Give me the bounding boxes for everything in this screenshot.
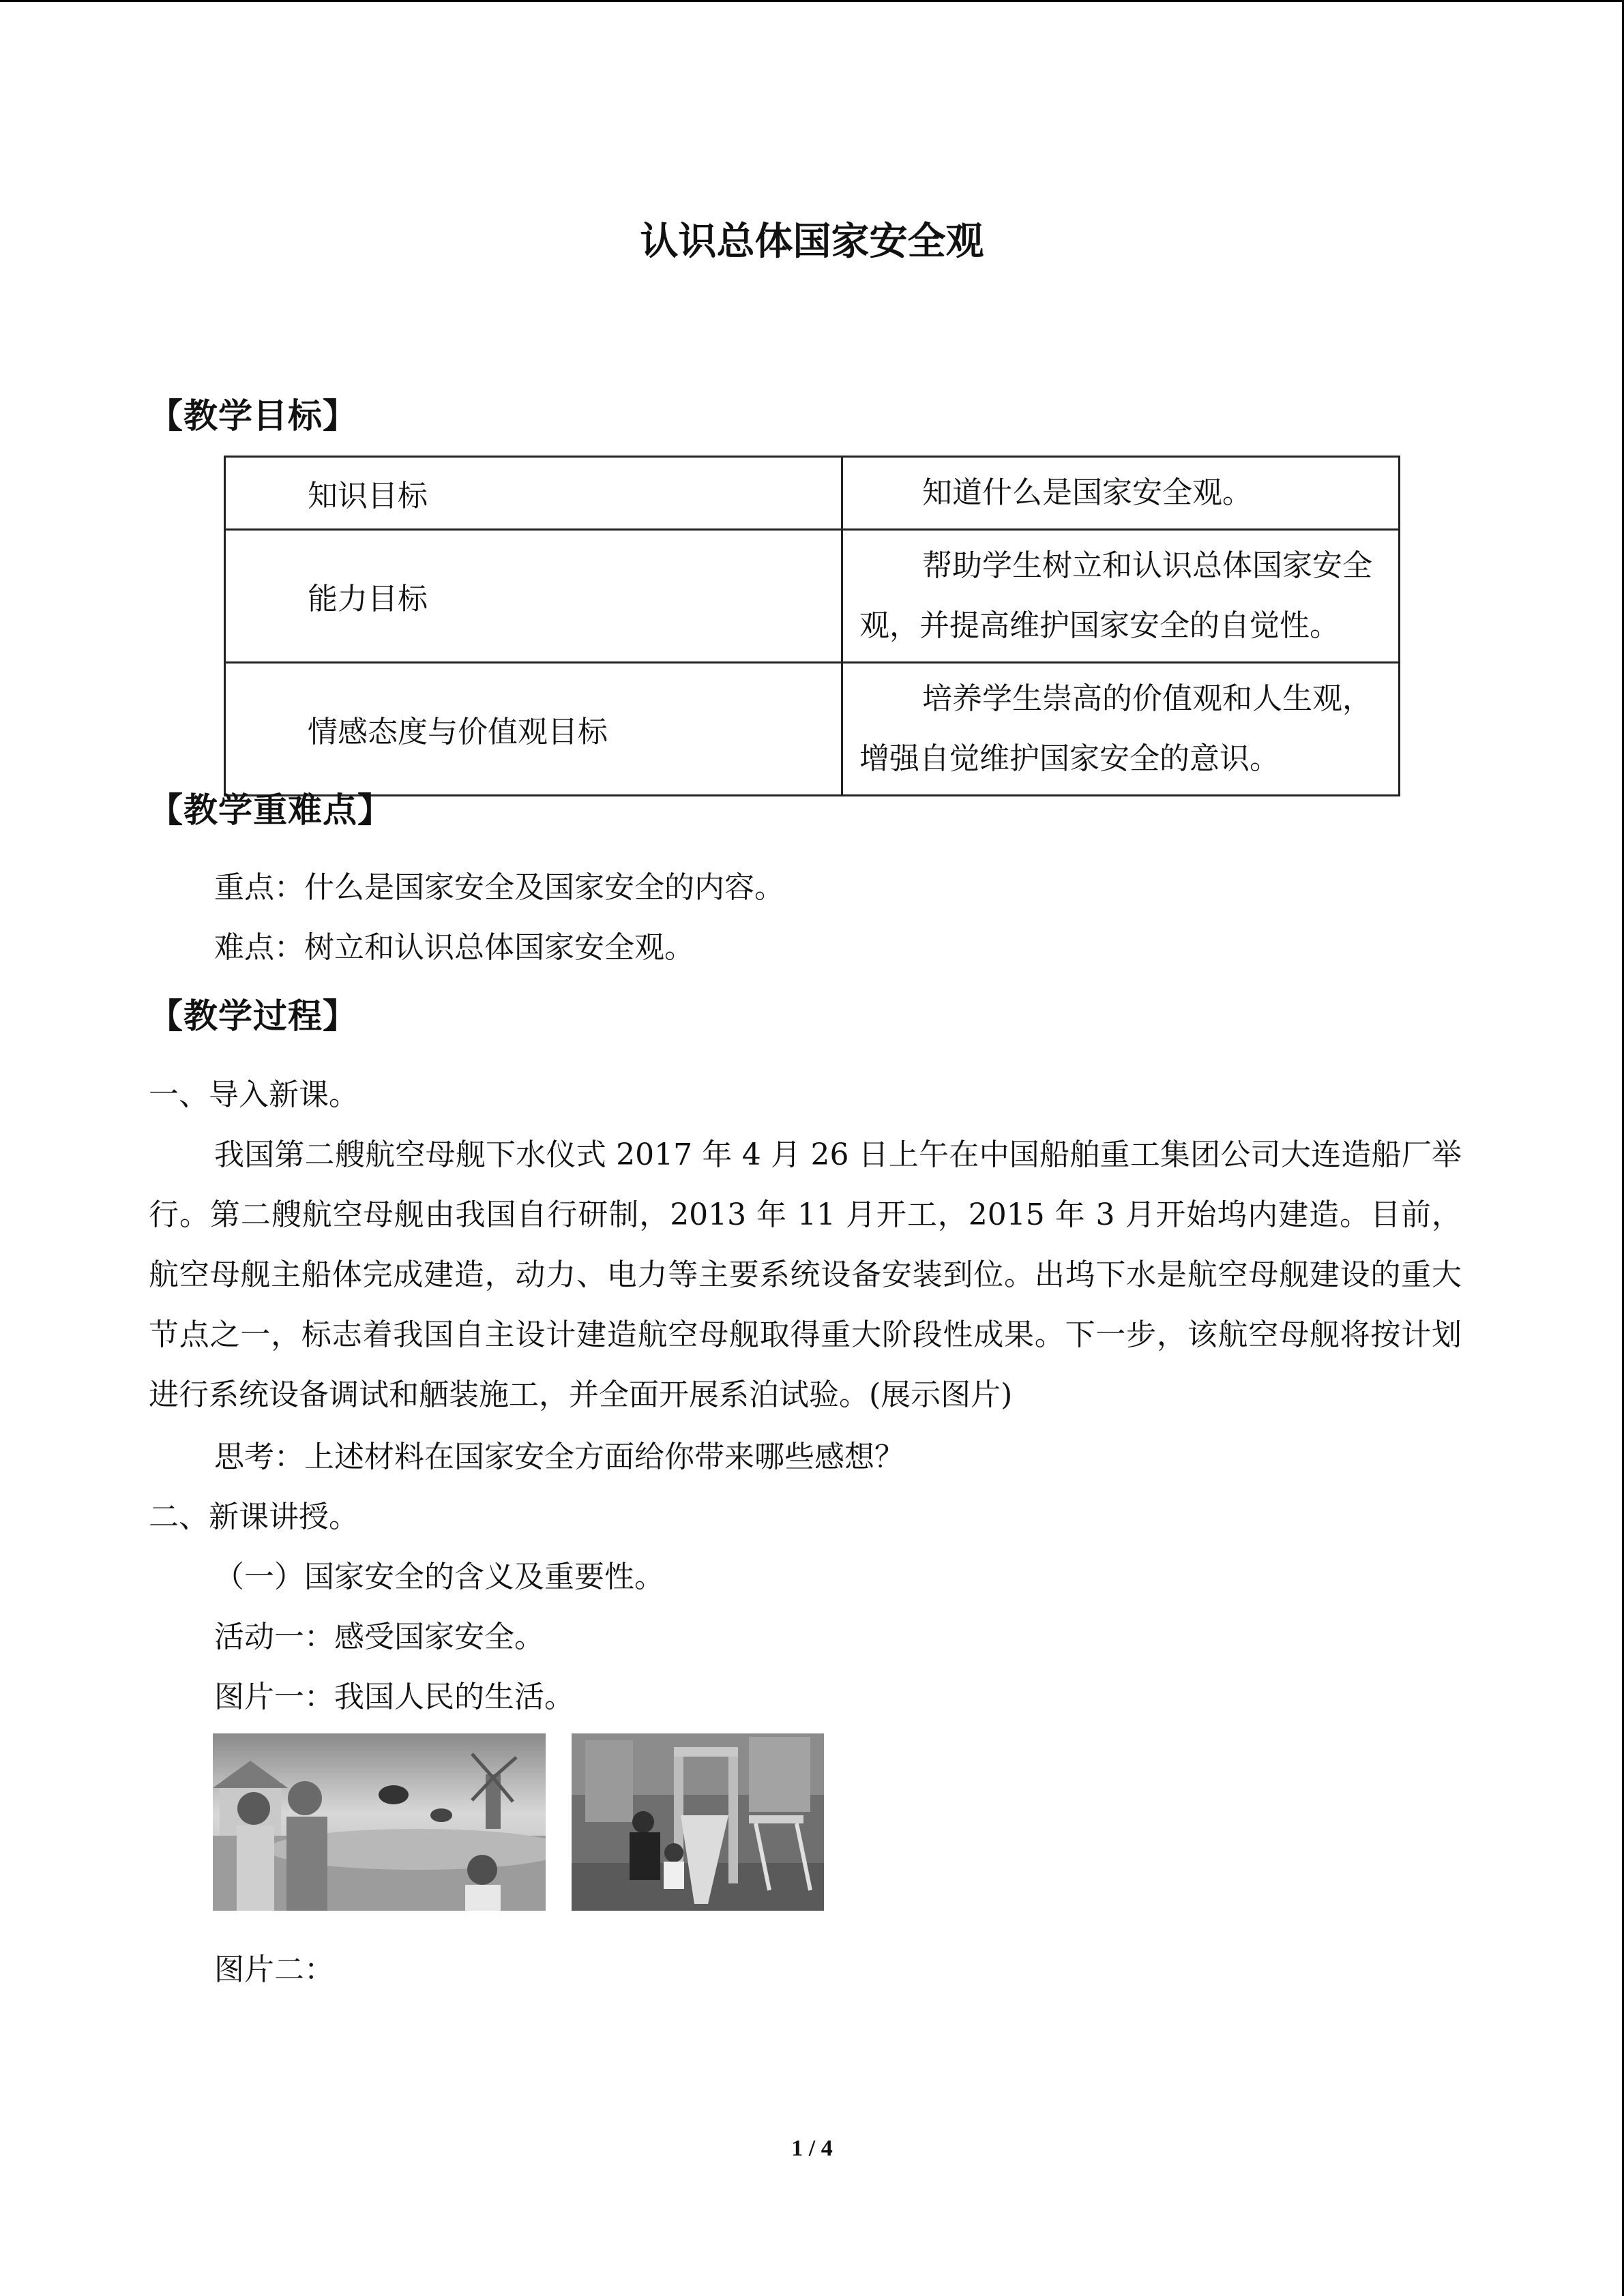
objective-text: 知道什么是国家安全观。 [922,475,1252,510]
intro-material: 我国第二艘航空母舰下水仪式 2017 年 4 月 26 日上午在中国船舶重工集团公司大连造船厂举行。第二艘航空母舰由我国自行研制，2013 年 11 月开工，2015 年 3 月开始坞内建造。目前，航空母舰主船体完成建造，动力、电力等主要系统设备安装到位。出坞下水是航空母舰建设的重大节点之一，标志着我国自主设计建造航空母舰取得重大阶段性成果。下一步，该航空母舰将按计划进行系统设备调试和舾装施工，并全面开展系泊试验。(展示图片) [149,1137,1462,1412]
activity-title: 活动一：感受国家安全。 [214,1620,544,1654]
table-row [225,663,1400,796]
difficulty-point: 难点：树立和认识总体国家安全观。 [214,930,694,965]
objective-category: 知识目标 [225,457,842,530]
keypoints-heading: 【教学重难点】 [149,790,392,830]
objective-category: 能力目标 [225,530,842,663]
subsection-title: （一）国家安全的含义及重要性。 [214,1560,664,1594]
family-life-photo [213,1733,546,1911]
objectives-heading: 【教学目标】 [149,396,357,436]
page-edge-top [0,0,1624,2]
objective-content [842,663,1400,796]
objective-text: 帮助学生树立和认识总体国家安全观，并提高维护国家安全的自觉性。 [859,548,1372,643]
step-new-lesson: 二、新课讲授。 [149,1500,359,1534]
picture1-caption: 图片一：我国人民的生活。 [214,1680,574,1714]
objective-text: 培养学生崇高的价值观和人生观，增强自觉维护国家安全的意识。 [859,681,1372,776]
table-row [225,457,1400,530]
picture2-caption: 图片二： [214,1952,334,1987]
step-intro: 一、导入新课。 [149,1077,359,1112]
page-number: 1 / 4 [791,2136,833,2161]
objective-content [842,457,1400,530]
objective-content [842,530,1400,663]
process-heading: 【教学过程】 [149,996,357,1036]
document-title: 认识总体国家安全观 [640,220,984,264]
reflection-question: 思考：上述材料在国家安全方面给你带来哪些感想？ [214,1440,904,1474]
objectives-table [224,456,1400,796]
table-row [225,530,1400,663]
focus-point: 重点：什么是国家安全及国家安全的内容。 [214,870,784,905]
playground-photo [572,1733,824,1911]
objective-category: 情感态度与价值观目标 [225,663,842,796]
